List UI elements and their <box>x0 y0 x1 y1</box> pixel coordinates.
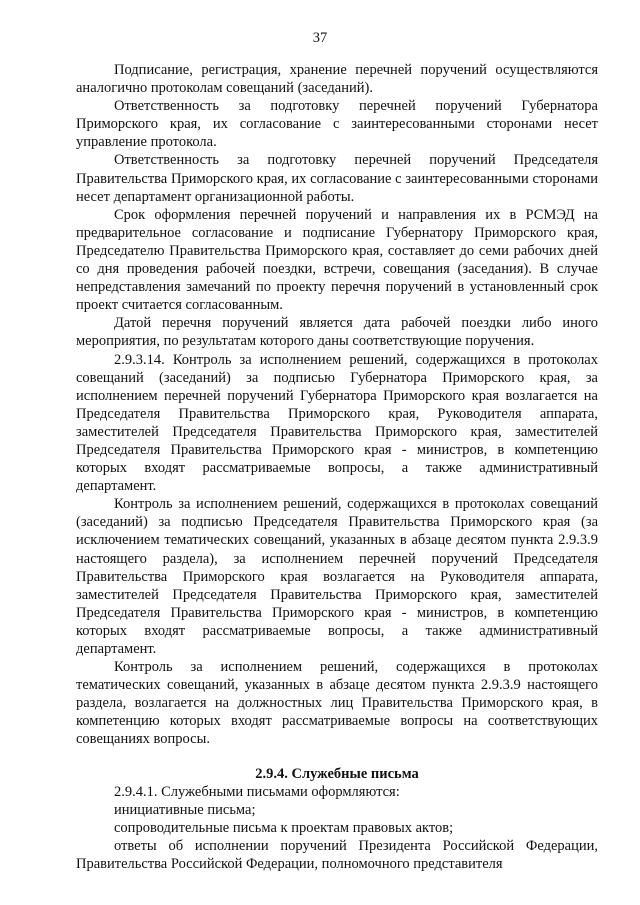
list-item: сопроводительные письма к проектам правовых актов; <box>114 819 454 836</box>
list-item: ответы об исполнении поручений Президента Российской Федерации, Правительства Российской Федерации, полномочного представителя <box>76 837 598 873</box>
paragraph: Срок оформления перечней поручений и направления их в РСМЭД на предварительное согласование и подписание Губернатору Приморского края, Председателю Правительства Приморского края, составляет до семи рабочих дней со дня проведения рабочей поездки, встречи, совещания (заседания). В случае непредставления замечаний по проекту перечня поручений в установленный срок проект считается согласованным. <box>76 206 598 314</box>
page-number: 37 <box>312 30 328 46</box>
paragraph: Датой перечня поручений является дата рабочей поездки либо иного мероприятия, по результатам которого даны соответствующие поручения. <box>76 315 598 350</box>
section-heading: 2.9.4. Служебные письма <box>255 765 419 782</box>
paragraph: 2.9.3.14. Контроль за исполнением решений, содержащихся в протоколах совещаний (заседаний) за подписью Губернатора Приморского края, за исполнением перечней поручений Губернатора Приморского края возлагается на Председателя Правительства Приморского края, Руководителя аппарата, заместителей Председателя Правительства Приморского края, заместителей Председателя Правительства Приморского края - министров, в компетенцию которых входят рассматриваемые вопросы, а также административный департамент. <box>76 351 598 495</box>
paragraph: Ответственность за подготовку перечней поручений Губернатора Приморского края, их согласование с заинтересованными сторонами несет управление протокола. <box>76 98 598 151</box>
paragraph: Ответственность за подготовку перечней поручений Председателя Правительства Приморского края, их согласование с заинтересованными сторонами несет департамент организационной работы. <box>76 152 598 205</box>
paragraph: Контроль за исполнением решений, содержащихся в протоколах тематических совещаний, указанных в абзаце десятом пункта 2.9.3.9 настоящего раздела, возлагается на должностных лиц Правительства Приморского края, в компетенцию которых входят рассматриваемые вопросы на соответствующих совещаниях вопросы. <box>76 659 598 748</box>
list-item: инициативные письма; <box>114 801 256 818</box>
paragraph: Подписание, регистрация, хранение перечней поручений осуществляются аналогично протоколам совещаний (заседаний). <box>76 62 598 97</box>
document-body <box>76 61 598 873</box>
paragraph: 2.9.4.1. Служебными письмами оформляются: <box>114 783 400 800</box>
paragraph: Контроль за исполнением решений, содержащихся в протоколах совещаний (заседаний) за подписью Председателя Правительства Приморского края (за исключением тематических совещаний, указанных в абзаце десятом пункта 2.9.3.9 настоящего раздела), за исполнением перечней поручений Председателя Правительства Приморского края возлагается на Руководителя аппарата, заместителей Председателя Правительства Приморского края, заместителей Председателя Правительства Приморского края - министров, в компетенцию которых входят рассматриваемые вопросы, а также административный департамент. <box>76 496 598 657</box>
